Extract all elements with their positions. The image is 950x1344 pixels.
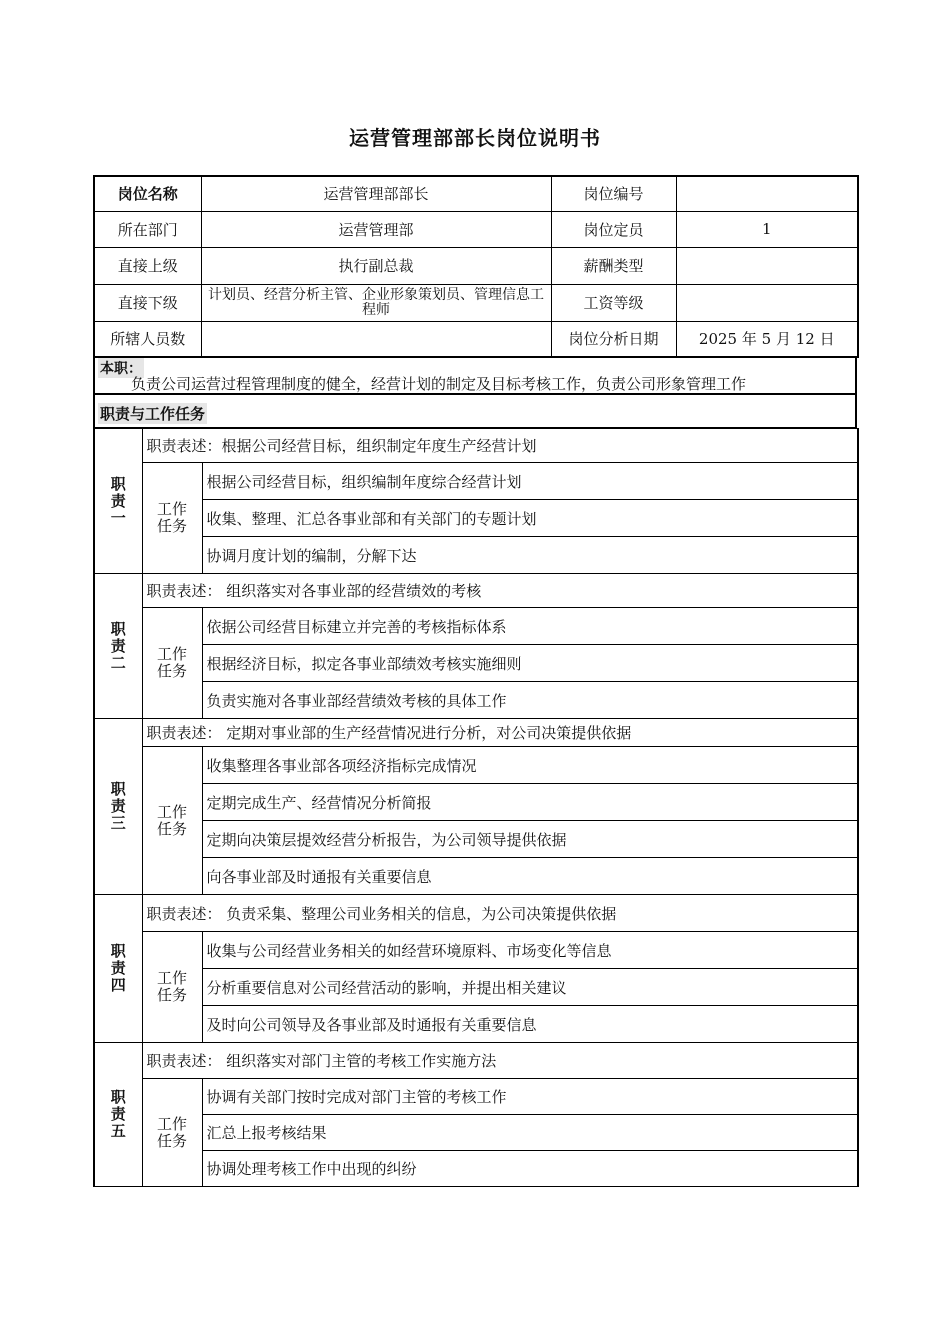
job-code-label: 岗位编号	[551, 176, 676, 211]
staff-count-label: 所辖人员数	[94, 321, 201, 357]
duty-3-task-label: 工作任务	[142, 747, 202, 895]
duty-5-description: 职责表述： 组织落实对部门主管的考核工作实施方法	[142, 1043, 858, 1079]
wage-grade-value	[676, 284, 858, 321]
duty-3-description: 职责表述： 定期对事业部的生产经营情况进行分析，对公司决策提供依据	[142, 719, 858, 747]
summary-label: 本职：	[98, 358, 144, 378]
duty-4-task-2: 分析重要信息对公司经营活动的影响，并提出相关建议	[202, 969, 858, 1006]
duty-3-task-1: 收集整理各事业部各项经济指标完成情况	[202, 747, 858, 784]
duty-5-task-3: 协调处理考核工作中出现的纠纷	[202, 1151, 858, 1187]
pay-type-value	[676, 247, 858, 284]
duty-5-task-1: 协调有关部门按时完成对部门主管的考核工作	[202, 1079, 858, 1115]
analysis-date-label: 岗位分析日期	[551, 321, 676, 357]
analysis-date-value: 2025 年 5 月 12 日	[676, 321, 858, 357]
duty-2-description: 职责表述： 组织落实对各事业部的经营绩效的考核	[142, 574, 858, 608]
duty-1-task-1: 根据公司经营目标，组织编制年度综合经营计划	[202, 463, 858, 500]
duty-2-label: 职责二	[94, 574, 142, 719]
job-code-value	[676, 176, 858, 211]
direct-subordinates-value: 计划员、经营分析主管、企业形象策划员、管理信息工程师	[201, 284, 551, 321]
headcount-label: 岗位定员	[551, 211, 676, 247]
department-value: 运营管理部	[201, 211, 551, 247]
duty-4-task-1: 收集与公司经营业务相关的如经营环境原料、市场变化等信息	[202, 932, 858, 969]
direct-superior-label: 直接上级	[94, 247, 201, 284]
document-title: 运营管理部部长岗位说明书	[349, 126, 601, 150]
duty-3-task-2: 定期完成生产、经营情况分析简报	[202, 784, 858, 821]
duty-4-task-3: 及时向公司领导及各事业部及时通报有关重要信息	[202, 1006, 858, 1043]
duty-1-task-2: 收集、整理、汇总各事业部和有关部门的专题计划	[202, 500, 858, 537]
duty-5-task-2: 汇总上报考核结果	[202, 1115, 858, 1151]
duty-1-label: 职责一	[94, 429, 142, 574]
summary-text: 负责公司运营过程管理制度的健全，经营计划的制定及目标考核工作，负责公司形象管理工作	[131, 375, 747, 393]
department-label: 所在部门	[94, 211, 201, 247]
wage-grade-label: 工资等级	[551, 284, 676, 321]
duty-4-label: 职责四	[94, 895, 142, 1043]
duty-1-description: 职责表述：根据公司经营目标，组织制定年度生产经营计划	[142, 429, 858, 463]
direct-subordinates-label: 直接下级	[94, 284, 201, 321]
basic-info-table	[93, 175, 859, 358]
duty-2-task-2: 根据经济目标，拟定各事业部绩效考核实施细则	[202, 645, 858, 682]
duty-1-task-label: 工作任务	[142, 463, 202, 574]
duty-1-task-3: 协调月度计划的编制，分解下达	[202, 537, 858, 574]
duty-5-label: 职责五	[94, 1043, 142, 1187]
job-name-label: 岗位名称	[94, 176, 201, 211]
duties-table	[93, 428, 859, 1187]
staff-count-value	[201, 321, 551, 357]
duty-2-task-3: 负责实施对各事业部经营绩效考核的具体工作	[202, 682, 858, 719]
direct-superior-value: 执行副总裁	[201, 247, 551, 284]
pay-type-label: 薪酬类型	[551, 247, 676, 284]
duty-3-label: 职责三	[94, 719, 142, 895]
duty-4-description: 职责表述： 负责采集、整理公司业务相关的信息，为公司决策提供依据	[142, 895, 858, 932]
duty-2-task-1: 依据公司经营目标建立并完善的考核指标体系	[202, 608, 858, 645]
duty-2-task-label: 工作任务	[142, 608, 202, 719]
job-name-value: 运营管理部部长	[201, 176, 551, 211]
duty-3-task-3: 定期向决策层提效经营分析报告，为公司领导提供依据	[202, 821, 858, 858]
job-summary	[93, 356, 857, 393]
headcount-value: 1	[676, 211, 858, 247]
duty-4-task-label: 工作任务	[142, 932, 202, 1043]
duty-3-task-4: 向各事业部及时通报有关重要信息	[202, 858, 858, 895]
duties-section-title: 职责与工作任务	[100, 405, 206, 423]
duty-5-task-label: 工作任务	[142, 1079, 202, 1187]
duties-section-header	[93, 393, 857, 428]
